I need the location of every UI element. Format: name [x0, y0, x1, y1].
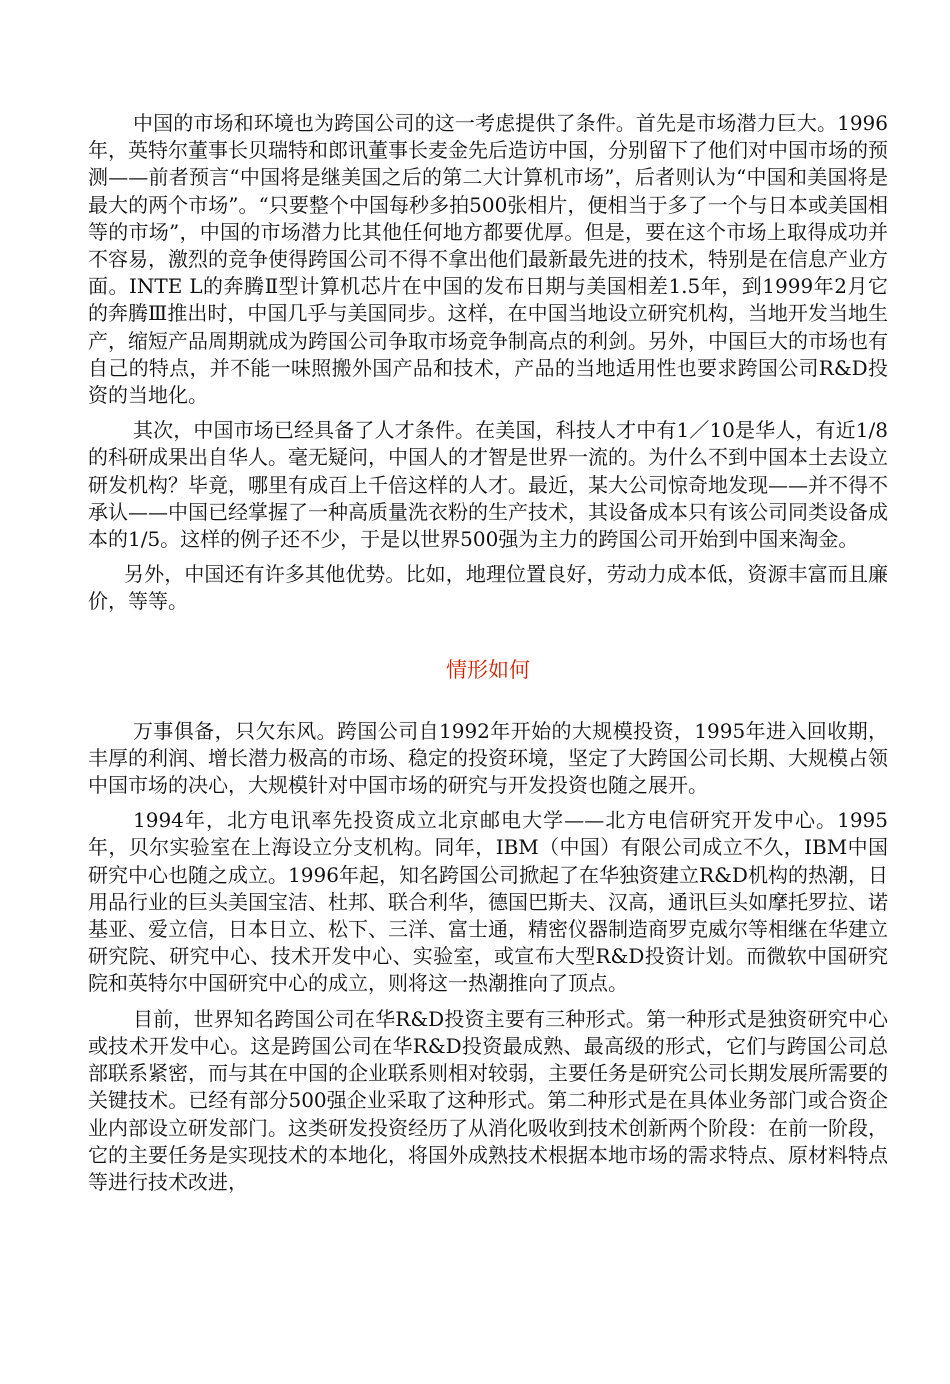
- section-heading: 情形如何: [446, 657, 530, 682]
- paragraph-market-potential: 中国的市场和环境也为跨国公司的这一考虑提供了条件。首先是市场潜力巨大。1996年，英特尔董事长贝瑞特和郎讯董事长麦金先后造访中国，分别留下了他们对中国市场的预测——前者预言“中国将是继美国之后的第二大计算机市场”，后者则认为“中国和美国将是最大的两个市场”。“只要整个中国每秒多拍500张相片，便相当于多了一个与日本或美国相等的市场”，中国的市场潜力比其他任何地方都要优厚。但是，要在这个市场上取得成功并不容易，激烈的竞争使得跨国公司不得不拿出他们最新最先进的技术，特别是在信息产业方面。INTE L的奔腾Ⅱ型计算机芯片在中国的发布日期与美国相差1.5年，到1999年2月它的奔腾Ⅲ推出时，中国几乎与美国同步。这样，在中国当地设立研究机构，当地开发当地生产，缩短产品周期就成为跨国公司争取市场竞争制高点的利剑。另外，中国巨大的市场也有自己的特点，并不能一味照搬外国产品和技术，产品的当地适用性也要求跨国公司R&D投资的当地化。: [88, 111, 888, 408]
- paragraph-investment-start: 万事俱备，只欠东风。跨国公司自1992年开始的大规模投资，1995年进入回收期，丰厚的利润、增长潜力极高的市场、稳定的投资环境，坚定了大跨国公司长期、大规模占领中国市场的决心，大规模针对中国市场的研究与开发投资也随之展开。: [88, 718, 888, 798]
- paragraph-talent: 其次，中国市场已经具备了人才条件。在美国，科技人才中有1／10是华人，有近1/8的科研成果出自华人。毫无疑问，中国人的才智是世界一流的。为什么不到中国本土去设立研发机构？毕竟，哪里有成百上千倍这样的人才。最近，某大公司惊奇地发现——并不得不承认——中国已经掌握了一种高质量洗衣粉的生产技术，其设备成本只有该公司同类设备成本的1/5。这样的例子还不少，于是以世界500强为主力的跨国公司开始到中国来淘金。: [88, 418, 888, 552]
- paragraph-rd-history: 1994年，北方电讯率先投资成立北京邮电大学——北方电信研究开发中心。1995年，贝尔实验室在上海设立分支机构。同年，IBM（中国）有限公司成立不久，IBM中国研究中心也随之成立。1996年起，知名跨国公司掀起了在华独资建立R&D机构的热潮，日用品行业的巨头美国宝洁、杜邦、联合利华，德国巴斯夫、汉高，通讯巨头如摩托罗拉、诺基亚、爱立信，日本日立、松下、三洋、富士通，精密仪器制造商罗克威尔等相继在华建立研究院、研究中心、技术开发中心、实验室，或宣布大型R&D投资计划。而微软中国研究院和英特尔中国研究中心的成立，则将这一热潮推向了顶点。: [88, 808, 888, 996]
- document-page: [88, 110, 888, 1196]
- paragraph-other-advantages: 另外，中国还有许多其他优势。比如，地理位置良好，劳动力成本低，资源丰富而且廉价，等等。: [88, 562, 888, 614]
- paragraph-rd-forms: 目前，世界知名跨国公司在华R&D投资主要有三种形式。第一种形式是独资研究中心或技术开发中心。这是跨国公司在华R&D投资最成熟、最高级的形式，它们与跨国公司总部联系紧密，而与其在中国的企业联系则相对较弱，主要任务是研究公司长期发展所需要的关键技术。已经有部分500强企业采取了这种形式。第二种形式是在具体业务部门或合资企业内部设立研发部门。这类研发投资经历了从消化吸收到技术创新两个阶段：在前一阶段，它的主要任务是实现技术的本地化，将国外成熟技术根据本地市场的需求特点、原材料特点等进行技术改进，: [88, 1006, 888, 1194]
